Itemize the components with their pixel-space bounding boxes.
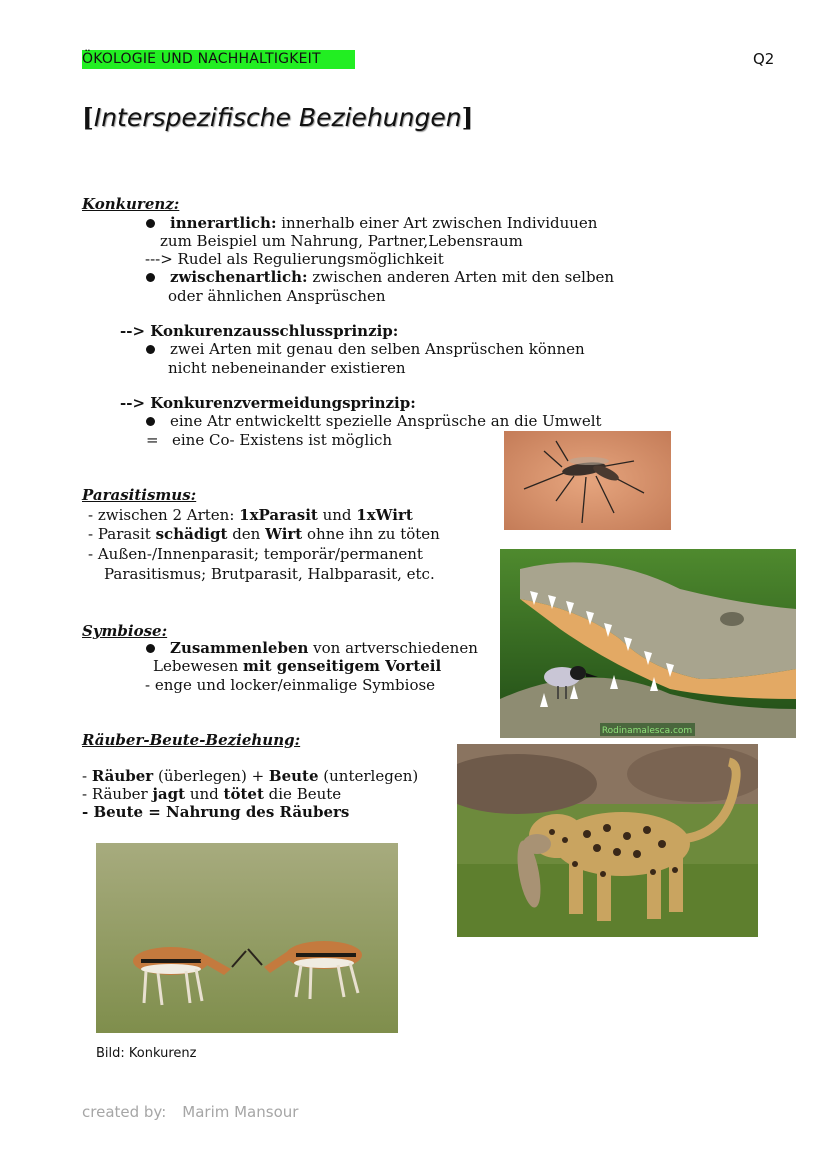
vermeidungsprinzip-heading: --> Konkurenzvermeidungsprinzip: — [120, 394, 416, 412]
raeuber-heading: Räuber-Beute-Beziehung: — [82, 731, 301, 749]
title-text: Interspezifische Beziehungen — [93, 103, 462, 132]
mosquito-photo — [504, 431, 671, 530]
page-title — [82, 100, 473, 136]
ausschlussprinzip-text: zwei Arten mit genau den selben Ansprüschen können — [170, 340, 585, 358]
footer-author: Marim Mansour — [182, 1103, 299, 1121]
konkurrenz-heading: Konkurenz: — [82, 195, 180, 213]
photo-watermark: Rodinamalesca.com — [601, 726, 693, 736]
gazelles-photo — [96, 843, 398, 1033]
crocodile-bird-photo — [500, 549, 796, 738]
vermeidungsprinzip-text: eine Co- Existens ist möglich — [172, 431, 393, 449]
bullet-dot — [146, 219, 155, 228]
symbiose-line: Zusammenleben von artverschiedenen — [170, 639, 478, 657]
parasitismus-line: - Parasit schädigt den Wirt ohne ihn zu töten — [88, 525, 440, 543]
raeuber-line: - Räuber jagt und tötet die Beute — [82, 785, 342, 803]
parasitismus-line: - zwischen 2 Arten: 1xParasit und 1xWirt — [88, 506, 413, 524]
image-caption: Bild: Konkurenz — [96, 1046, 197, 1061]
parasitismus-heading: Parasitismus: — [82, 486, 197, 504]
konkurrenz-line: zum Beispiel um Nahrung, Partner,Lebensraum — [160, 232, 523, 250]
ausschlussprinzip-text: nicht nebeneinander existieren — [168, 359, 406, 377]
konkurrenz-innerartlich: innerartlich: innerhalb einer Art zwischen Individuuen — [170, 214, 598, 232]
konkurrenz-zwischenartlich: zwischenartlich: zwischen anderen Arten mit den selben — [170, 268, 615, 286]
grade-label: Q2 — [753, 50, 775, 68]
equals-sign: = — [146, 431, 159, 449]
konkurrenz-line: ---> Rudel als Regulierungsmöglichkeit — [145, 250, 444, 268]
leopard-photo — [457, 744, 758, 937]
raeuber-line: - Räuber (überlegen) + Beute (unterlegen) — [82, 767, 419, 785]
vermeidungsprinzip-text: eine Atr entwickeltt spezielle Ansprüsche an die Umwelt — [170, 412, 602, 430]
footer — [82, 1103, 298, 1121]
title-bracket-close: ] — [461, 103, 474, 132]
footer-label: created by: — [82, 1103, 167, 1121]
bullet-dot — [146, 644, 155, 653]
symbiose-line: Lebewesen mit genseitigem Vorteil — [153, 657, 442, 675]
bullet-dot — [146, 273, 155, 282]
symbiose-line: - enge und locker/einmalige Symbiose — [145, 676, 436, 694]
symbiose-heading: Symbiose: — [82, 622, 168, 640]
parasitismus-line: - Außen-/Innenparasit; temporär/permanent — [88, 545, 423, 563]
konkurrenz-line: oder ähnlichen Ansprüschen — [168, 287, 386, 305]
raeuber-line: - Beute = Nahrung des Räubers — [82, 803, 350, 821]
ausschlussprinzip-heading: --> Konkurenzausschlussprinzip: — [120, 322, 399, 340]
bullet-dot — [146, 345, 155, 354]
bullet-dot — [146, 417, 155, 426]
parasitismus-line: Parasitismus; Brutparasit, Halbparasit, etc. — [104, 565, 435, 583]
subject-label: ÖKOLOGIE UND NACHHALTIGKEIT — [82, 50, 355, 69]
title-bracket-open: [ — [82, 103, 94, 132]
